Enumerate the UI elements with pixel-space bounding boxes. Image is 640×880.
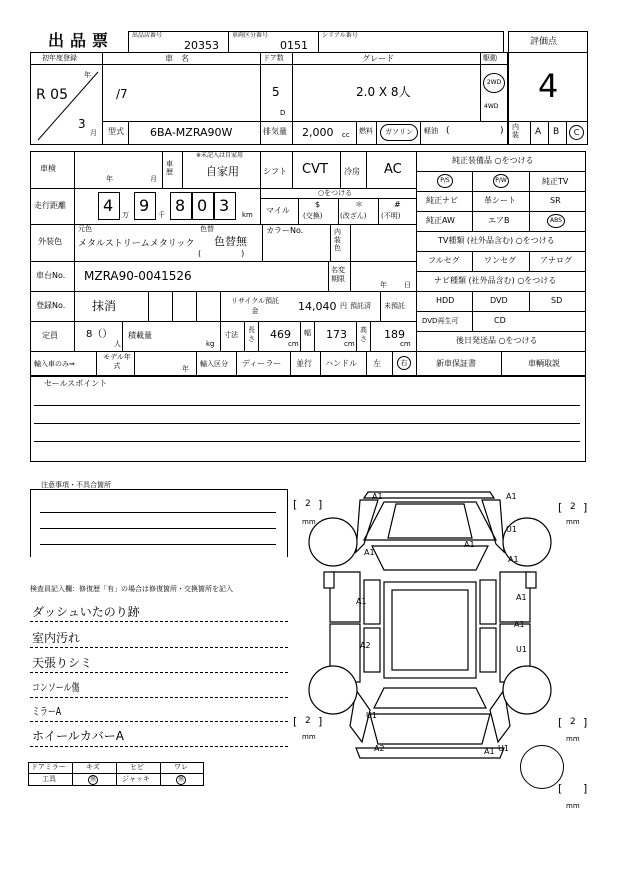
mileage-digit-4: 0 [197, 196, 208, 215]
car-name-label: 車 名 [165, 54, 189, 63]
history-note: ※未記入は自家用 [196, 152, 244, 159]
sales-point-box [30, 376, 586, 462]
mileage-tamper: (改ざん) [340, 212, 367, 220]
handle-right-circled: 右 [397, 356, 411, 370]
navi-dvd: DVD [490, 296, 508, 305]
shaken-month-unit: 月 [150, 175, 157, 183]
legend-jack: ジャッキ [122, 775, 150, 783]
later-warranty: 新車保証書 [436, 359, 476, 368]
equip-aw: 純正AW [426, 216, 455, 225]
car-name: /7 [116, 87, 128, 101]
form-title: 出品票 [48, 31, 115, 50]
wid-value: 173 [326, 328, 347, 341]
len-unit: cm [288, 340, 299, 348]
paren-right: ) [500, 126, 504, 136]
disp-value: 2,000 [302, 126, 334, 139]
note-item-5: ミラーA [32, 705, 62, 718]
equip-pw-circled: P/W [493, 174, 509, 188]
damage-mark: A2 [374, 744, 385, 753]
history-label: 車歴 [166, 160, 173, 176]
interior-a: A [535, 127, 542, 137]
mileage-tamper-mark: ＊ [355, 200, 363, 209]
equip-abs-circled: ABS [547, 214, 565, 228]
model-year-label: モデル年式 [103, 353, 131, 370]
later-manual: 車輌取説 [528, 359, 560, 368]
name-change-day: 日 [404, 281, 411, 289]
tv-fullseg: フルセグ [428, 256, 460, 265]
mileage-digit-2: 9 [139, 196, 150, 215]
equip-navi: 純正ナビ [426, 196, 458, 205]
mileage-digit-1: 4 [103, 196, 114, 215]
lot-number: 20353 [184, 39, 219, 52]
damage-mark: U1 [366, 711, 377, 720]
interior-c-circled: C [569, 125, 584, 140]
score-value: 4 [538, 67, 559, 105]
sales-point-label: セールスポイント [44, 379, 108, 388]
wid-label: 幅 [304, 329, 311, 337]
tire-rl-unit: mm [302, 733, 316, 741]
model-label: 型式 [108, 127, 124, 136]
reg-month: 3 [78, 117, 86, 131]
damage-mark: A2 [360, 641, 371, 650]
damage-mark: A1 [356, 597, 367, 606]
damage-mark: A1 [508, 555, 519, 564]
mileage-mile: マイル [266, 206, 290, 215]
shift-value: CVT [302, 162, 328, 177]
grade-label: グレード [362, 54, 394, 63]
paren-left: ( [446, 126, 450, 136]
damage-mark: A1 [514, 620, 525, 629]
legend-crack: ヒビ [130, 763, 144, 771]
len-label: 長さ [248, 326, 255, 343]
legend-mirror: ドアミラー [31, 763, 66, 771]
mileage-swap-mark: $ [315, 200, 321, 209]
recycle-not-deposited: 未預託 [384, 302, 405, 310]
notes-label: 注意事項・不具合箇所 [38, 482, 114, 489]
notes-box [30, 489, 288, 557]
model-value: 6BA-MZRA90W [150, 126, 233, 139]
mileage-man: 万 [122, 211, 129, 219]
serial-label: シリアル番号 [322, 32, 358, 39]
dims-label: 寸法 [224, 331, 238, 339]
import-label: 輸入車のみ⇒ [34, 360, 75, 368]
month-unit: 月 [90, 129, 97, 137]
navi-sd: SD [551, 296, 563, 305]
mileage-swap: (交換) [303, 212, 323, 220]
repaint-label: 色替 [200, 225, 214, 233]
damage-mark: U1 [506, 525, 517, 534]
spare-tire-icon [520, 745, 564, 789]
load-label: 積載量 [128, 331, 152, 340]
damage-mark: U1 [516, 645, 527, 654]
color-label: 外装色 [38, 237, 62, 246]
damage-mark: A1 [516, 593, 527, 602]
name-change-label: 名変期限 [331, 266, 345, 283]
capacity-unit: 人 [114, 340, 121, 348]
import-dealer: ディーラー [242, 359, 282, 368]
note-item-4: コンソール傷 [32, 681, 80, 694]
drive-4wd: 4WD [484, 103, 499, 110]
chassis-value: MZRA90-0041526 [84, 269, 192, 283]
legend-scratch: キズ [86, 763, 100, 771]
oil-label: 軽油 [424, 127, 438, 135]
load-unit: kg [206, 340, 215, 348]
tire-fr-depth: 2 [570, 502, 576, 512]
drive-2wd-circled: 2WD [483, 73, 505, 93]
legend-tools-none: 無 [89, 776, 96, 783]
tv-oneseg: ワンセグ [484, 256, 516, 265]
reg-value: 抹消 [92, 299, 117, 313]
damage-mark: A1 [364, 548, 375, 557]
class-label: 車両区分番号 [232, 32, 269, 39]
tire-rr-depth: 2 [570, 717, 576, 727]
note-item-1: ダッシュいたのり跡 [32, 605, 140, 619]
mileage-digit-3: 8 [175, 196, 186, 215]
mileage-km: km [242, 211, 253, 219]
repaint-value: 色替無 [214, 235, 247, 248]
fuel-gasoline-circled: ガソリン [380, 124, 418, 141]
len-value: 469 [270, 328, 291, 341]
inspector-note: 検査員記入欄：修復歴「有」の場合は修復箇所・交換箇所を記入 [30, 585, 233, 593]
era-year: R 05 [36, 87, 68, 103]
name-change-year: 年 [380, 281, 387, 289]
equip-ps-circled: P/S [437, 174, 453, 188]
wid-unit: cm [344, 340, 355, 348]
note-item-3: 天張りシミ [32, 656, 93, 670]
color-value: メタルストリームメタリック [78, 239, 195, 249]
navi-header: ナビ種類 (社外品含む) ○をつける [434, 276, 557, 285]
history-value: 自家用 [206, 165, 239, 178]
handle-label: ハンドル [325, 359, 357, 368]
tire-fr-unit: mm [566, 518, 580, 526]
tv-analog: アナログ [540, 256, 572, 265]
damage-mark: A1 [506, 492, 517, 501]
damage-mark: U1 [498, 744, 509, 753]
recycle-unit: 円 [340, 302, 347, 310]
capacity-label: 定員 [42, 331, 58, 340]
import-parallel: 並行 [296, 359, 312, 368]
navi-cd: CD [494, 316, 506, 325]
recycle-deposited: 預託済 [350, 302, 371, 310]
handle-left: 左 [373, 359, 381, 368]
grade-value: 2.0 X 8人 [356, 85, 411, 99]
interior-b: B [553, 127, 560, 137]
tv-header: TV種類 (社外品含む) ○をつける [438, 236, 555, 245]
damage-mark: A1 [372, 492, 383, 501]
navi-dvd-play: DVD再生可 [422, 317, 459, 325]
drive-label: 駆動 [483, 54, 497, 62]
interior-label: 内装 [512, 123, 519, 139]
mileage-unknown-mark: # [394, 200, 401, 209]
note-item-2: 室内汚れ [32, 631, 81, 645]
legend-tools: 工具 [42, 775, 56, 783]
repaint-paren: ( ) [198, 249, 245, 258]
lot-label: 出品店番号 [132, 32, 163, 39]
recycle-label: リサイクル預託金 [230, 297, 280, 315]
later-header: 後日発送品 ○をつける [456, 336, 538, 345]
navi-hdd: HDD [436, 296, 455, 305]
ac-label: 冷房 [344, 167, 360, 176]
doors-value: 5 [272, 85, 280, 99]
mileage-digit-5: 3 [219, 196, 230, 215]
import-type-label: 輸入区分 [200, 360, 228, 368]
disp-unit: cc [342, 131, 350, 139]
mark-note: ○をつける [318, 189, 353, 197]
note-item-6: ホイールカバーA [32, 729, 124, 743]
hgt-value: 189 [384, 328, 405, 341]
equip-tv: 純正TV [542, 177, 569, 186]
tire-fl-unit: mm [302, 518, 316, 526]
doors-label: ドア数 [263, 54, 284, 62]
equip-sr: SR [550, 196, 561, 205]
door-suffix: D [280, 109, 286, 117]
tire-rr-unit: mm [566, 735, 580, 743]
tire-fl-depth: 2 [305, 499, 311, 509]
equip-header: 純正装備品 ○をつける [452, 156, 534, 165]
shaken-year-unit: 年 [106, 175, 113, 183]
damage-mark: A1 [464, 540, 475, 549]
tire-spare-unit: mm [566, 802, 580, 810]
orig-color-label: 元色 [78, 225, 92, 233]
year-unit: 年 [84, 71, 91, 79]
class-number: 0151 [280, 39, 308, 52]
shaken-label: 車検 [40, 164, 56, 173]
ac-value: AC [384, 162, 402, 177]
equip-airbag: エアB [488, 216, 510, 225]
score-label: 評価点 [530, 37, 558, 47]
color-no-label: カラーNo. [266, 226, 304, 235]
damage-mark: A1 [484, 747, 495, 756]
capacity-value: 8（） [86, 329, 113, 340]
tire-rl-depth: 2 [305, 716, 311, 726]
hgt-label: 高さ [360, 326, 367, 343]
shift-label: シフト [263, 167, 287, 176]
model-year-unit: 年 [182, 365, 189, 373]
reg-label: 登録No. [36, 301, 66, 310]
mileage-sen: 千 [158, 211, 165, 219]
mileage-unknown: (不明) [381, 212, 401, 220]
equip-leather: 革シート [484, 196, 516, 205]
legend-jack-none: 無 [177, 776, 184, 783]
legend-break: ワレ [174, 763, 188, 771]
chassis-label: 車台No. [36, 271, 66, 280]
hgt-unit: cm [400, 340, 411, 348]
int-color-label: 内装色 [334, 228, 341, 252]
fuel-label: 燃料 [359, 127, 373, 135]
first-reg-label: 初年度登録 [42, 54, 77, 62]
recycle-value: 14,040 [298, 300, 337, 313]
disp-label: 排気量 [263, 127, 287, 136]
mileage-label: 走行距離 [34, 201, 66, 210]
